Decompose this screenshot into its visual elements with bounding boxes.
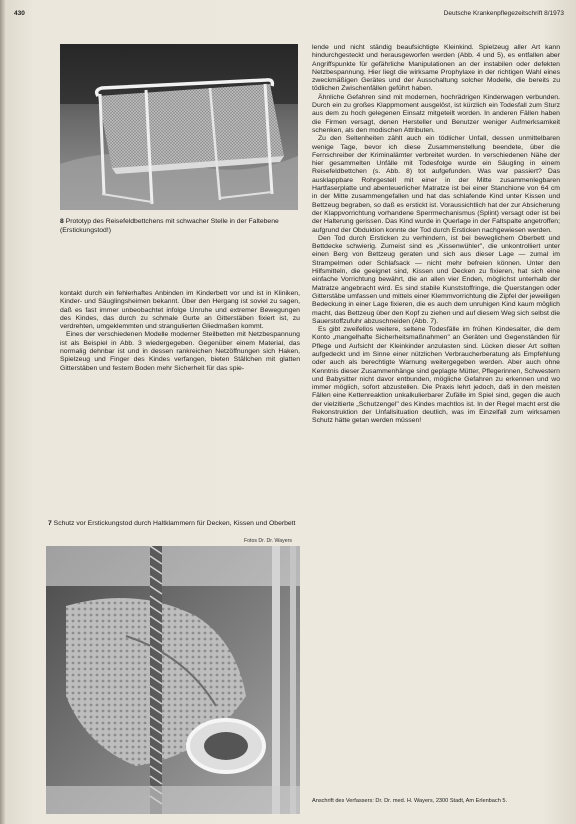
journal-title: Deutsche Krankenpflegezeitschrift 8/1973 [443,10,564,17]
left-column-text [60,290,300,373]
photo-credit: Fotos Dr. Dr. Wayers [244,538,292,544]
paragraph: kontakt durch ein fehlerhaftes Anbinden im Kinderbett vor und ist in Kliniken, Kinder- und Säuglingsheimen bekannt. Über den Hergang ist soviel zu sagen, daß es fast immer unbeobachtet infolge Unruhe und extremer Bewegungen des Kindes, das durch zu schmale Gurte an Gitterstäben fixiert ist, zu verdrehten, umgeklemmten und strangulierten Gliedmaßen kommt. [60,290,300,331]
figure-7-caption-text: Schutz vor Erstickungstod durch Haltklammern für Decken, Kissen und Oberbett [53,520,296,527]
figure-7-number: 7 [48,520,52,527]
paragraph: Den Tod durch Ersticken zu verhindern, ist bei beweglichem Oberbett und Bettdecke schwierig. Zumeist sind es „Kissenwühler", die unkontrolliert unter einen Berg von Bettzeug geraten und sich aus dieser Lage — zumal im Strampelmen oder Schlafsack — nicht mehr befreien können. Unter den Hilfsmitteln, die geeignet sind, Kissen und Decken zu fixieren, hat sich eine einfache Vorrichtung bewährt, die an allen vier Enden, möglichst unterhalb der Matratze angebracht wird. Es sind stabile Kunststoffringe, die Querstangen oder Gitterstäbe umfassen und mittels einer Klemmvorrichtung die Zipfel der jeweiligen Bedeckung in einer Lage fixieren, die es auch dem unruhigen Kind kaum möglich macht, das Bettzeug über den Kopf zu ziehen und auf diesem Weg sich selbst die Sauerstoffzufuhr abzuschneiden (Abb. 7). [312,234,560,325]
paragraph: Es gibt zweifellos weitere, seltene Todesfälle im frühen Kindesalter, die dem Konto „mangelhafte Sicherheitsmaßnahmen" an Geräten und Gegenständen für Pflege und Aufsicht der Kleinkinder anzulasten sind. Lücken dieser Art sollten aufgedeckt und im Sinne einer nützlichen Verbraucherberatung als Empfehlung oder auch als berechtigte Warnung weitergegeben werden. Aber auch ohne Kenntnis dieser Zusammenhänge sind geplagte Mütter, Pflegerinnen, Schwestern und Babysitter nicht davor entbunden, mögliche Gefahren zu erkennen und wo immer möglich, sofort abzustellen. Die Praxis lehrt jedoch, daß in den meisten Fällen eine Kettenreaktion unkalkulierbarer Zufälle im Spiel sind, gegen die auch der vielzitierte „Schutzengel" des Kindes machtlos ist. In der Regel macht erst die Rekonstruktion der Unfallsituation deutlich, was im Einzelfall zum wirksamen Schutz hätte getan werden müssen! [312,326,560,425]
right-column-text [312,44,560,426]
figure-8-caption-text: Prototyp des Reisefeldbettchens mit schwacher Stelle in der Faltebene (Erstickungstod!) [60,218,279,234]
paragraph: Zu den Seltenheiten zählt auch ein tödlicher Unfall, dessen unmittelbaren wenige Tage, bevor ich diese Zusammenstellung beendete, über die Fernschreiber der Kriminalämter verbreitet wurden. In verschiedenen Nähe der hier gesammelten Unfälle mit Todesfolge wurde ein Säugling in einem Reisefeldbettchen (s. Abb. 8) tot aufgefunden. Was war passiert? Das ausklappbare Rohrgestell mit einer in der Mitte zusammenlegbaren Hartfaserplatte und abenteuerlicher Matratze ist bei einer Stanchione von 64 cm in der Mitte zusammengefallen und hat das schlafende Kind unter Kissen und Bettzeug begraben, so daß es erstickt ist. Voraussichtlich hat der zur Absicherung der Klappvorrichtung vorhandene Sperrmechanismus (Splint) versagt oder ist bei der Halterung gerissen. Das Kind wurde in Querlage in der Faltspalte angetroffen; aufgrund der Obduktion konnte der Tod durch Ersticken nachgewiesen werden. [312,135,560,234]
figure-8-number: 8 [60,218,64,225]
figure-8-caption [60,218,300,235]
page-number: 430 [14,10,25,17]
page-header [14,8,564,22]
paragraph: Eines der verschiedenen Modelle moderner Steilbetten mit Netzbespannung ist als Beispiel in Abb. 3 wiedergegeben. Gegenüber einem Material, das normalig dehnbar ist und in dessen rankreichen Netzöffnungen sich Haken, Spielzeug und Finger des Kindes verfangen, bieten Ställchen mit glatten Gitterstäben und festem Boden mehr Sicherheit für das spie- [60,331,300,372]
figure-7-caption [48,520,300,529]
figure-7-photo [46,546,300,814]
page-binding-edge [0,0,5,824]
paragraph: lende und nicht ständig beaufsichtigte Kleinkind. Spielzeug aller Art kann hindurchgesteckt und herausgeworfen werden (Abb. 4 und 5), es entfallen aber Angriffspunkte für gefährliche Manipulationen an der instabilen oder defekten Netzbespannung. Hier liegt die wirksame Prophylaxe in der richtigen Wahl eines zweckmäßigen Gerätes und der Ausschaltung solcher Modelle, die bereits zu tödlichen Zwischenfällen geführt haben. [312,44,560,93]
author-address-footnote: Anschrift des Verfassers: Dr. Dr. med. H. Wayers, 2300 Stadt, Am Erlenbach 5. [312,798,508,804]
figure-8-photo [60,44,298,210]
paragraph: Ähnliche Gefahren sind mit modernen, hochrädrigen Kinderwagen verbunden. Durch ein zu großes Klappmoment ausgelöst, ist kürzlich ein Todesfall zum Sturz aus dem zu hoch gelegenen Einsatz mitgeteilt worden. In anderen Fällen haben die Firmen versagt, denen Hersteller und Benutzer weniger Aufmerksamkeit schenken, als den modischen Attributen. [312,93,560,134]
